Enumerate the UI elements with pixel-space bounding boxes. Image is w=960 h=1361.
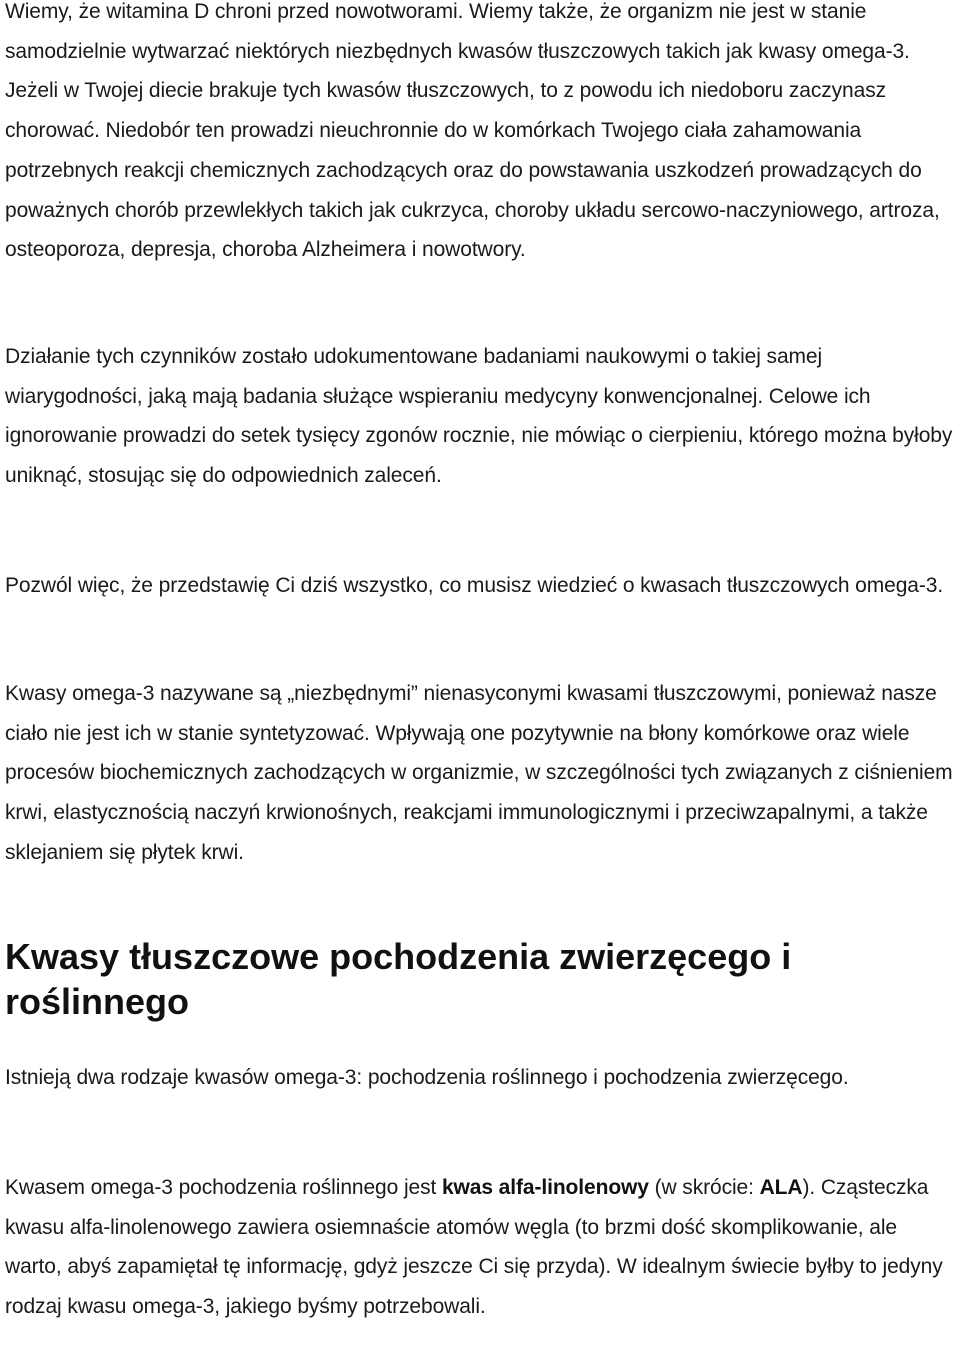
paragraph-introduction: Pozwól więc, że przedstawię Ci dziś wszystko, co musisz wiedzieć o kwasach tłuszczowych omega-3. [5, 574, 944, 597]
paragraph-vitamin-d-omega3: Wiemy, że witamina D chroni przed nowotworami. Wiemy także, że organizm nie jest w stanie samodzielnie wytwarzać niektórych niezbędnych kwasów tłuszczowych takich jak kwasy omega-3. Jeżeli w Twojej diecie brakuje tych kwasów tłuszczowych, to z powodu ich niedoboru zaczynasz chorować. Niedobór ten prowadzi nieuchronnie do w komórkach Twojego ciała zahamowania potrzebnych reakcji chemicznych zachodzących oraz do powstawania uszkodzeń prowadzących do poważnych chorób przewlekłych takich jak cukrzyca, choroby układu sercowo-naczyniowego, artroza, osteoporoza, depresja, choroba Alzheimera i nowotwory. [5, 0, 940, 262]
ala-text-part1: Kwasem omega-3 pochodzenia roślinnego jest [5, 1176, 442, 1199]
ala-abbrev-bold: ALA [759, 1176, 803, 1199]
ala-term-bold: kwas alfa-linolenowy [441, 1176, 649, 1199]
ala-text-part2: (w skrócie: [648, 1176, 760, 1199]
paragraph-ala [5, 1168, 957, 1327]
paragraph-two-types: Istnieją dwa rodzaje kwasów omega-3: pochodzenia roślinnego i pochodzenia zwierzęcego. [5, 1066, 849, 1089]
section-heading: Kwasy tłuszczowe pochodzenia zwierzęcego i roślinnego [5, 936, 792, 1022]
ala-text-part3: ). Cząsteczka kwasu alfa-linolenowego zawiera osiemnaście atomów węgla (to brzmi dość skomplikowanie, ale warto, abyś zapamiętał tę informację, gdyż jeszcze Ci się przyda). W idealnym świecie byłby to jedyny rodzaj kwasu omega-3, jakiego byśmy potrzebowali. [5, 1176, 943, 1319]
paragraph-omega3-essential: Kwasy omega-3 nazywane są „niezbędnymi” nienasyconymi kwasami tłuszczowymi, ponieważ nasze ciało nie jest ich w stanie syntetyzować. Wpływają one pozytywnie na błony komórkowe oraz wiele procesów biochemicznych zachodzących w organizmie, w szczególności tych związanych z ciśnieniem krwi, elastycznością naczyń krwionośnych, reakcjami immunologicznymi i przeciwzapalnymi, a także sklejaniem się płytek krwi. [5, 682, 953, 864]
paragraph-scientific-evidence: Działanie tych czynników zostało udokumentowane badaniami naukowymi o takiej samej wiarygodności, jaką mają badania służące wspieraniu medycyny konwencjonalnej. Celowe ich ignorowanie prowadzi do setek tysięcy zgonów rocznie, nie mówiąc o cierpieniu, którego można byłoby uniknąć, stosując się do odpowiednich zaleceń. [5, 345, 953, 488]
